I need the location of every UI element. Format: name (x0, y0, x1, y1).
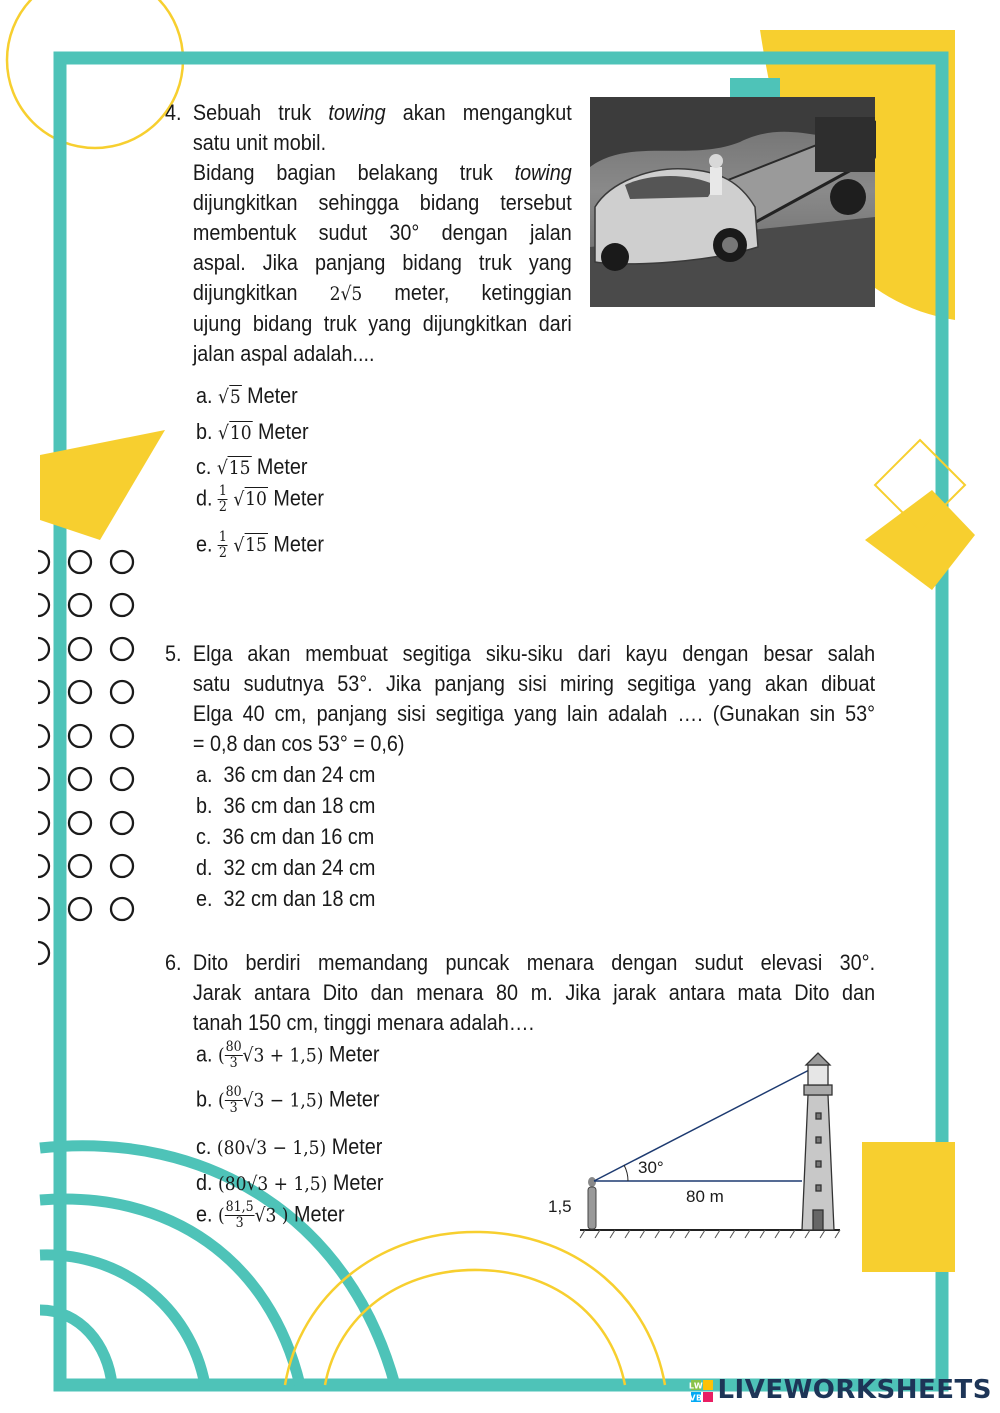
q5-option-b[interactable]: b. 36 cm dan 18 cm (196, 793, 376, 818)
q4-option-d[interactable]: d. $\frac{1}{2}$ √10 Meter (196, 483, 324, 515)
q6-option-b[interactable]: b. ( $\frac{80}{3}$ √3 − 1,5) Meter (196, 1084, 380, 1116)
logo-mark-bottom: VB (689, 1393, 704, 1402)
lighthouse-icon (802, 1053, 834, 1230)
q4-option-e[interactable]: e. $\frac{1}{2}$ √15 Meter (196, 529, 324, 561)
sqrt-icon: √10 (233, 488, 267, 511)
q4-line-9: jalan aspal adalah.... (192, 341, 375, 366)
q5-option-a[interactable]: a. 36 cm dan 24 cm (196, 762, 376, 787)
sqrt-icon: √15 (216, 457, 251, 479)
q4-line-3: Bidang bagian belakang truk towing (192, 160, 572, 185)
fraction: $\frac{80}{3}$ (225, 1039, 242, 1071)
q5-option-c[interactable]: c. 36 cm dan 16 cm (196, 824, 375, 849)
sqrt-icon: √5 (218, 386, 241, 408)
q6-option-e[interactable]: e. ( $\frac{81,5}{3}$ √3 ) Meter (196, 1199, 345, 1231)
lighthouse-diagram (540, 1045, 860, 1245)
person-icon (588, 1177, 596, 1229)
yellow-diamond-right (865, 490, 975, 590)
yellow-square-bottom-right (862, 1142, 955, 1272)
q6-line-1: Dito berdiri memandang puncak menara dengan sudut elevasi 30°. (192, 950, 876, 975)
sqrt-icon: √10 (218, 422, 252, 444)
q4-line-1: Sebuah truk towing akan mengangkut (192, 100, 572, 125)
q4-option-c[interactable]: c. √15 Meter (196, 454, 308, 479)
q5-option-e[interactable]: e. 32 cm dan 18 cm (196, 886, 376, 911)
q4-line-6: aspal. Jika panjang bidang truk yang (192, 250, 572, 275)
q4-line-8: ujung bidang truk yang dijungkitkan dari (192, 311, 572, 336)
distance-label: 80 m (686, 1187, 724, 1206)
q5-line-2: satu sudutnya 53°. Jika panjang sisi miring segitiga yang akan dibuat (192, 671, 876, 696)
fraction: $\frac{1}{2}$ (218, 529, 227, 561)
fraction: $\frac{80}{3}$ (225, 1084, 242, 1116)
q5-option-d[interactable]: d. 32 cm dan 24 cm (196, 855, 376, 880)
q4-option-b[interactable]: b. √10 Meter (196, 419, 309, 444)
fraction: $\frac{81,5}{3}$ (225, 1199, 254, 1231)
question-number: 4. (165, 100, 182, 125)
yellow-circle-outline (7, 0, 183, 148)
question-number: 6. (165, 950, 182, 975)
q4-line-5: membentuk sudut 30° dengan jalan (192, 220, 572, 245)
eye-height-label: 1,5 (548, 1197, 572, 1216)
q4-line-7: dijungkitkan 2√5 meter, ketinggian (192, 280, 572, 305)
circle-pattern (27, 551, 133, 964)
q6-option-c[interactable]: c. (80√3 − 1,5) Meter (196, 1134, 383, 1159)
q6-line-2: Jarak antara Dito dan menara 80 m. Jika jarak antara mata Dito dan (192, 980, 876, 1005)
q4-option-a[interactable]: a. √5 Meter (196, 383, 298, 408)
angle-label: 30° (638, 1158, 664, 1177)
tow-truck-photo (590, 97, 875, 307)
ground (580, 1230, 840, 1238)
brand-name: LIVEWORKSHEETS (717, 1375, 992, 1405)
logo-mark-top: LW (689, 1381, 704, 1390)
q5-line-3: Elga 40 cm, panjang sisi segitiga yang lain adalah …. (Gunakan sin 53° (192, 701, 876, 726)
question-number: 5. (165, 641, 182, 666)
liveworksheets-icon (691, 1380, 713, 1402)
q5-line-4: = 0,8 dan cos 53° = 0,6) (192, 731, 405, 756)
q4-line-4: dijungkitkan sehingga bidang tersebut (192, 190, 572, 215)
fraction: $\frac{1}{2}$ (218, 483, 227, 515)
q6-line-3: tanah 150 cm, tinggi menara adalah…. (192, 1010, 535, 1035)
sight-line (594, 1067, 815, 1181)
q4-line-2: satu unit mobil. (192, 130, 327, 155)
yellow-arcs-bottom (285, 1232, 665, 1385)
q6-option-a[interactable]: a. ( $\frac{80}{3}$ √3 + 1,5) Meter (196, 1039, 380, 1071)
sqrt-icon: √15 (233, 534, 267, 557)
liveworksheets-logo[interactable] (691, 1375, 992, 1405)
q6-option-d[interactable]: d. (80√3 + 1,5) Meter (196, 1170, 384, 1195)
q5-line-1: Elga akan membuat segitiga siku-siku dari kayu dengan besar salah (192, 641, 876, 666)
